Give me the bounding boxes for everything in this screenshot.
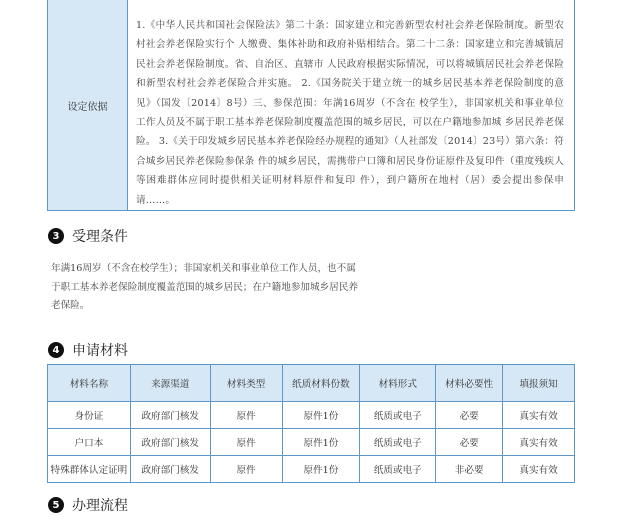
table-cell: 政府部门核发: [130, 456, 210, 483]
basis-text-cell: 1.《中华人民共和国社会保险法》第二十条：国家建立和完善新型农村社会养老保险制度。新型农村社会养老保险实行个 人缴费、集体补助和政府补贴相结合。第二十二条：国家建立和完善城镇居民社会养老保险制度。省、自治区、直辖市 人民政府根据实际情况，可以将城镇居民社会养老保险和新型农村社会养老保险合并实施。 2.《国务院关于建立统一的城乡居民基本养老保险制度的意见》（国发〔2014〕8号）三、参保范围：年满16周岁（不含在 校学生），非国家机关和事业单位工作人员及不属于职工基本养老保险制度覆盖范围的城乡居民，可以在户籍地参加城 乡居民养老保险。 3.《关于印发城乡居民基本养老保险经办规程的通知》（人社部发〔2014〕23号）第六条：符合城乡居民养老保险参保条 件的城乡居民，需携带户口簿和居民身份证原件及复印件（重度残疾人等困难群体应同时提供相关证明材料原件和复印 件），到户籍所在地村（居）委会提出参保申请……。: [136, 20, 564, 206]
table-cell: 原件1份: [282, 429, 360, 456]
section-5-title: 办理流程: [72, 498, 128, 514]
table-cell: 原件: [210, 456, 282, 483]
table-row: [48, 429, 575, 456]
column-header: 材料形式: [360, 365, 436, 402]
section-3-heading: [48, 226, 128, 246]
condition-line: 老保险。: [51, 300, 90, 311]
table-row: [48, 402, 575, 429]
table-cell: 纸质或电子: [360, 402, 436, 429]
table-cell: 原件: [210, 429, 282, 456]
section-4-title: 申请材料: [72, 343, 128, 359]
table-cell: 特殊群体认定证明: [48, 456, 131, 483]
condition-line: 于职工基本养老保险制度覆盖范围的城乡居民；在户籍地参加城乡居民养: [51, 281, 358, 293]
column-header: 材料必要性: [436, 365, 503, 402]
basis-header-cell: 设定依据: [48, 0, 128, 210]
table-cell: 纸质或电子: [360, 429, 436, 456]
table-cell: 真实有效: [503, 429, 575, 456]
table-cell: 真实有效: [503, 456, 575, 483]
table-header-row: [48, 365, 575, 402]
table-cell: 原件1份: [282, 402, 360, 429]
table-cell: 真实有效: [503, 402, 575, 429]
column-header: 纸质材料份数: [282, 365, 360, 402]
table-cell: 原件1份: [282, 456, 360, 483]
table-cell: 纸质或电子: [360, 456, 436, 483]
condition-line: 年满16周岁（不含在校学生）；非国家机关和事业单位工作人员，也不属: [51, 263, 356, 274]
table-cell: 非必要: [436, 456, 503, 483]
section-3-number-badge: 3: [48, 228, 64, 244]
section-4-number-badge: 4: [48, 342, 64, 358]
table-cell: 必要: [436, 402, 503, 429]
column-header: 来源渠道: [130, 365, 210, 402]
column-header: 填报须知: [503, 365, 575, 402]
table-row: [48, 456, 575, 483]
table-cell: 政府部门核发: [130, 429, 210, 456]
table-cell: 原件: [210, 402, 282, 429]
section-3-title: 受理条件: [72, 229, 128, 245]
section-5-number-badge: 5: [48, 497, 64, 513]
table-cell: 户口本: [48, 429, 131, 456]
column-header: 材料类型: [210, 365, 282, 402]
table-cell: 政府部门核发: [130, 402, 210, 429]
table-cell: 必要: [436, 429, 503, 456]
column-header: 材料名称: [48, 365, 131, 402]
acceptance-conditions: [51, 260, 371, 316]
section-4-heading: [48, 340, 128, 360]
section-5-heading: [48, 495, 128, 515]
materials-table: [47, 364, 575, 483]
table-cell: 身份证: [48, 402, 131, 429]
basis-table: [47, 0, 575, 211]
